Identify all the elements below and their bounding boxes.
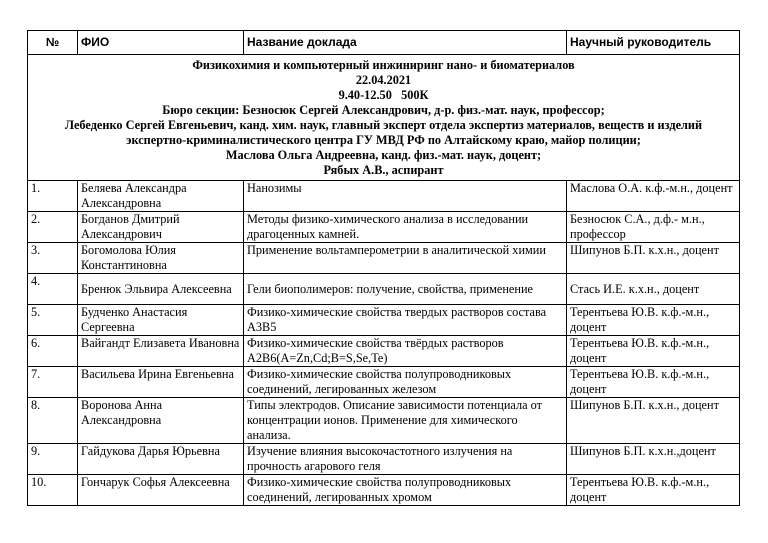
row-num: 8. [28, 398, 78, 444]
row-supervisor: Терентьева Ю.В. к.ф.-м.н., доцент [567, 367, 740, 398]
row-supervisor: Шипунов Б.П. к.х.н., доцент [567, 243, 740, 274]
row-num: 10. [28, 475, 78, 506]
row-report: Изучение влияния высокочастотного излучения на прочность агарового геля [244, 444, 567, 475]
row-supervisor: Шипунов Б.П. к.х.н.,доцент [567, 444, 740, 475]
row-num: 3. [28, 243, 78, 274]
section-bureau-line-3: экспертно-криминалистического центра ГУ МВД РФ по Алтайскому краю, майор полиции; [126, 133, 641, 147]
table-row [28, 305, 740, 336]
row-report: Гели биополимеров: получение, свойства, применение [244, 274, 567, 305]
row-report: Физико-химические свойства твердых растворов состава A3B5 [244, 305, 567, 336]
section-bureau-line-5: Рябых А.В., аспирант [323, 163, 444, 177]
row-supervisor: Безносюк С.А., д.ф.- м.н., профессор [567, 212, 740, 243]
table-row [28, 367, 740, 398]
row-num: 6. [28, 336, 78, 367]
table-row [28, 336, 740, 367]
row-report: Применение вольтамперометрии в аналитической химии [244, 243, 567, 274]
row-name: Богданов Дмитрий Александрович [78, 212, 244, 243]
document-page [27, 30, 739, 506]
row-name: Беляева Александра Александровна [78, 181, 244, 212]
section-bureau-line-4: Маслова Ольга Андреевна, канд. физ.-мат. наук, доцент; [225, 148, 542, 162]
row-num: 2. [28, 212, 78, 243]
table-row [28, 212, 740, 243]
row-report: Физико-химические свойства полупроводниковых соединений, легированных хромом [244, 475, 567, 506]
row-report: Методы физико-химического анализа в исследовании драгоценных камней. [244, 212, 567, 243]
header-row [28, 31, 740, 55]
row-name: Гайдукова Дарья Юрьевна [78, 444, 244, 475]
row-num: 4. [28, 274, 78, 305]
row-supervisor: Терентьева Ю.В. к.ф.-м.н., доцент [567, 475, 740, 506]
row-num: 7. [28, 367, 78, 398]
row-num: 5. [28, 305, 78, 336]
row-report: Физико-химические свойства полупроводниковых соединений, легированных железом [244, 367, 567, 398]
row-name: Будченко Анастасия Сергеевна [78, 305, 244, 336]
header-num: № [28, 31, 78, 55]
section-date: 22.04.2021 [355, 73, 412, 87]
header-name: ФИО [78, 31, 244, 55]
row-name: Вайгандт Елизавета Ивановна [78, 336, 244, 367]
table-row [28, 398, 740, 444]
row-num: 1. [28, 181, 78, 212]
row-supervisor: Стась И.Е. к.х.н., доцент [567, 274, 740, 305]
section-bureau-line-1: Бюро секции: Безносюк Сергей Александрович, д-р. физ.-мат. наук, профессор; [162, 103, 605, 117]
row-num: 9. [28, 444, 78, 475]
row-supervisor: Терентьева Ю.В. к.ф.-м.н., доцент [567, 305, 740, 336]
row-report: Типы электродов. Описание зависимости потенциала от концентрации ионов. Применение для химического анализа. [244, 398, 567, 444]
table-row [28, 475, 740, 506]
table-row [28, 243, 740, 274]
section-header-row [28, 55, 740, 181]
table-row [28, 274, 740, 305]
table-row [28, 444, 740, 475]
header-supervisor: Научный руководитель [567, 31, 740, 55]
row-name: Васильева Ирина Евгеньевна [78, 367, 244, 398]
row-name: Бренюк Эльвира Алексеевна [78, 274, 244, 305]
table-row [28, 181, 740, 212]
section-time-room: 9.40-12.50 500К [338, 88, 429, 102]
row-report: Нанозимы [244, 181, 567, 212]
row-supervisor: Терентьева Ю.В. к.ф.-м.н., доцент [567, 336, 740, 367]
schedule-table [27, 30, 740, 506]
row-supervisor: Маслова О.А. к.ф.-м.н., доцент [567, 181, 740, 212]
row-name: Богомолова Юлия Константиновна [78, 243, 244, 274]
section-bureau-line-2: Лебеденко Сергей Евгеньевич, канд. хим. наук, главный эксперт отдела экспертиз материалов, веществ и изделий [64, 118, 703, 132]
header-report: Название доклада [244, 31, 567, 55]
row-supervisor: Шипунов Б.П. к.х.н., доцент [567, 398, 740, 444]
section-title: Физикохимия и компьютерный инжиниринг нано- и биоматериалов [192, 58, 575, 72]
section-header-cell [28, 55, 740, 181]
row-name: Воронова Анна Александровна [78, 398, 244, 444]
row-name: Гончарук Софья Алексеевна [78, 475, 244, 506]
row-report: Физико-химические свойства твёрдых растворов A2B6(A=Zn,Cd;B=S,Se,Te) [244, 336, 567, 367]
